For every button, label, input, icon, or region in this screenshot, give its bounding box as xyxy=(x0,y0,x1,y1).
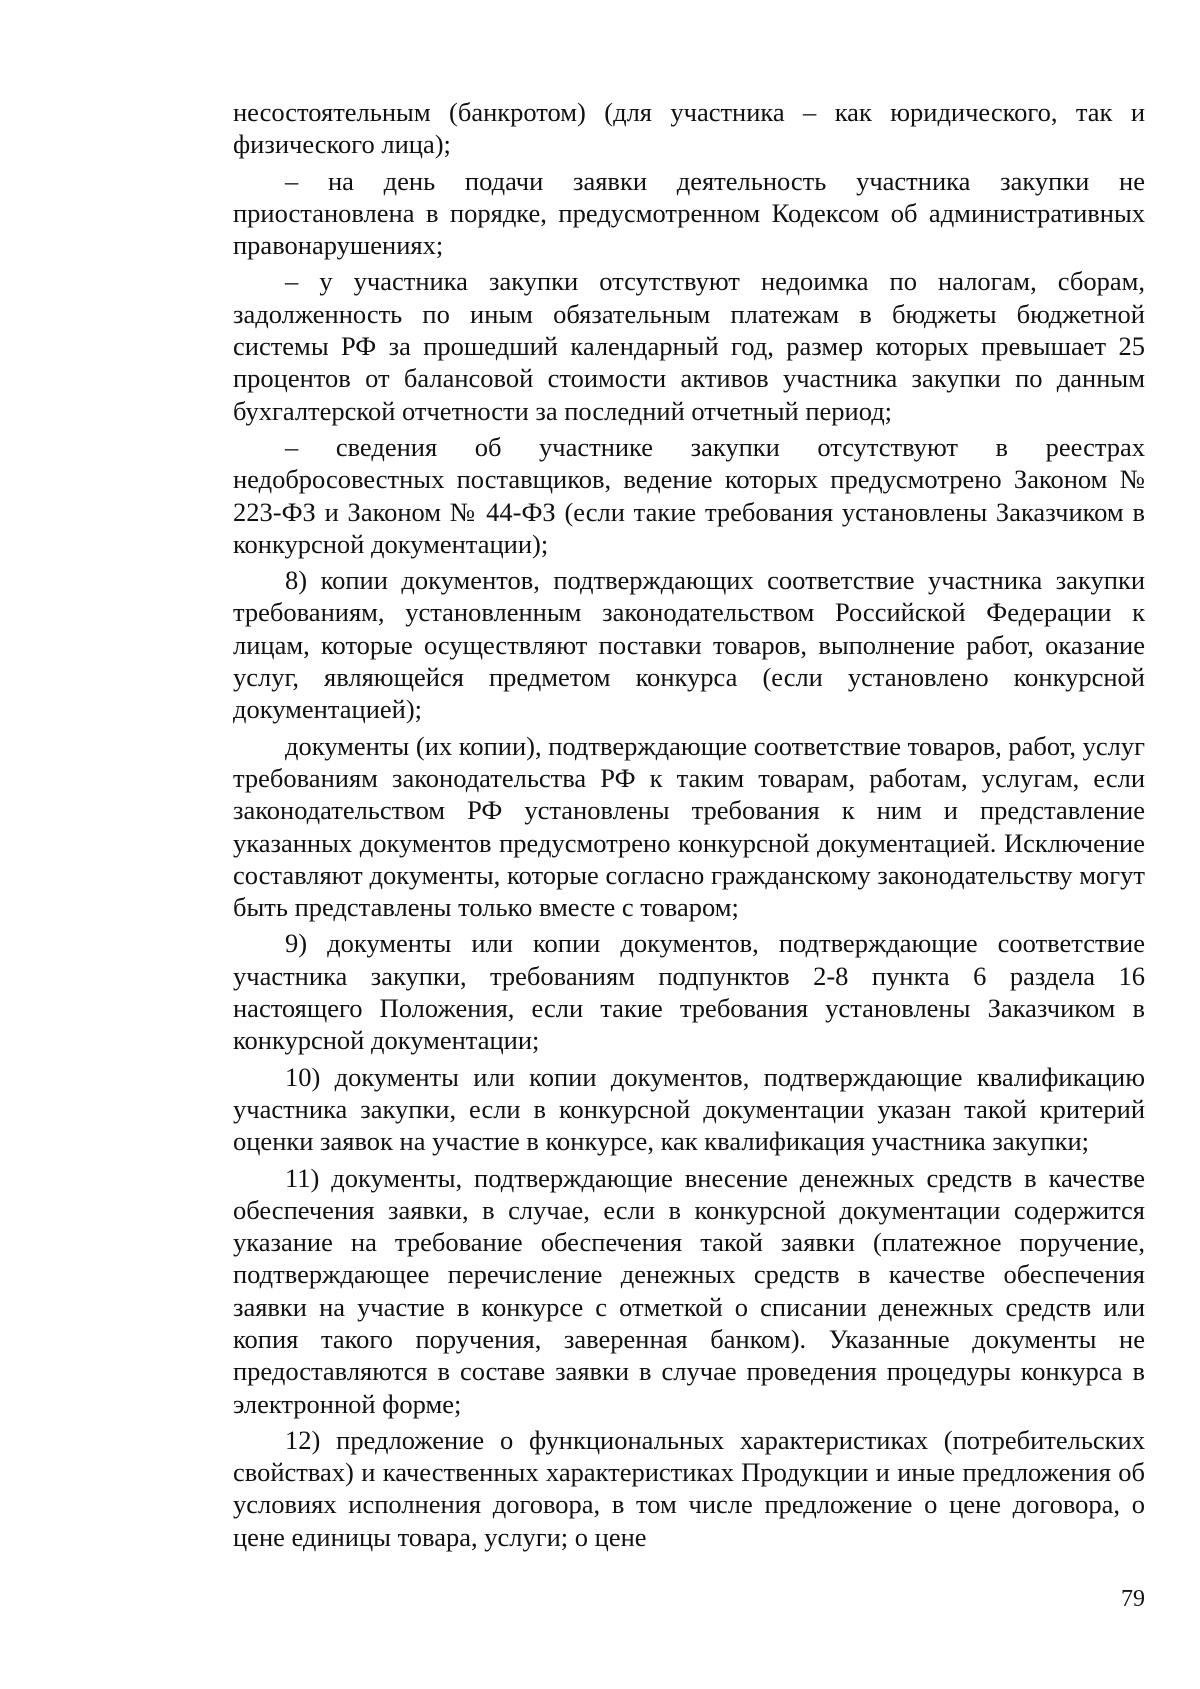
paragraph: несостоятельным (банкротом) (для участника – как юридического, так и физического лица); xyxy=(233,97,1145,160)
paragraph: 11) документы, подтверждающие внесение денежных средств в качестве обеспечения заявки, в случае, если в конкурсной документации содержится указание на требование обеспечения такой заявки (платежное поручение, подтверждающее перечисление денежных средств в качестве обеспечения заявки на участие в конкурсе с отметкой о списании денежных средств или копия такого поручения, заверенная банком). Указанные документы не предоставляются в составе заявки в случае проведения процедуры конкурса в электронной форме; xyxy=(233,1162,1145,1419)
paragraph: 12) предложение о функциональных характеристиках (потребительских свойствах) и качественных характеристиках Продукции и иные предложения об условиях исполнения договора, в том числе предложение о цене договора, о цене единицы товара, услуги; о цене xyxy=(233,1424,1145,1552)
paragraph: документы (их копии), подтверждающие соответствие товаров, работ, услуг требованиям законодательства РФ к таким товарам, работам, услугам, если законодательством РФ установлены требования к ним и представление указанных документов предусмотрено конкурсной документацией. Исключение составляют документы, которые согласно гражданскому законодательству могут быть представлены только вместе с товаром; xyxy=(233,730,1145,923)
paragraph: 10) документы или копии документов, подтверждающие квалификацию участника закупки, если в конкурсной документации указан такой критерий оценки заявок на участие в конкурсе, как квалификация участника закупки; xyxy=(233,1061,1145,1157)
paragraph: – на день подачи заявки деятельность участника закупки не приостановлена в порядке, предусмотренном Кодексом об административных правонарушениях; xyxy=(233,165,1145,261)
body-text xyxy=(233,96,1145,1557)
page-number: 79 xyxy=(1121,1586,1145,1612)
paragraph: 8) копии документов, подтверждающих соответствие участника закупки требованиям, установленным законодательством Российской Федерации к лицам, которые осуществляют поставки товаров, выполнение работ, оказание услуг, являющейся предметом конкурса (если установлено конкурсной документацией); xyxy=(233,565,1145,725)
paragraph: 9) документы или копии документов, подтверждающие соответствие участника закупки, требованиям подпунктов 2-8 пункта 6 раздела 16 настоящего Положения, если такие требования установлены Заказчиком в конкурсной документации; xyxy=(233,928,1145,1056)
paragraph: – у участника закупки отсутствуют недоимка по налогам, сборам, задолженность по иным обязательным платежам в бюджеты бюджетной системы РФ за прошедший календарный год, размер которых превышает 25 процентов от балансовой стоимости активов участника закупки по данным бухгалтерской отчетности за последний отчетный период; xyxy=(233,266,1145,426)
paragraph: – сведения об участнике закупки отсутствуют в реестрах недобросовестных поставщиков, ведение которых предусмотрено Законом № 223-ФЗ и Законом № 44-ФЗ (если такие требования установлены Заказчиком в конкурсной документации); xyxy=(233,431,1145,559)
